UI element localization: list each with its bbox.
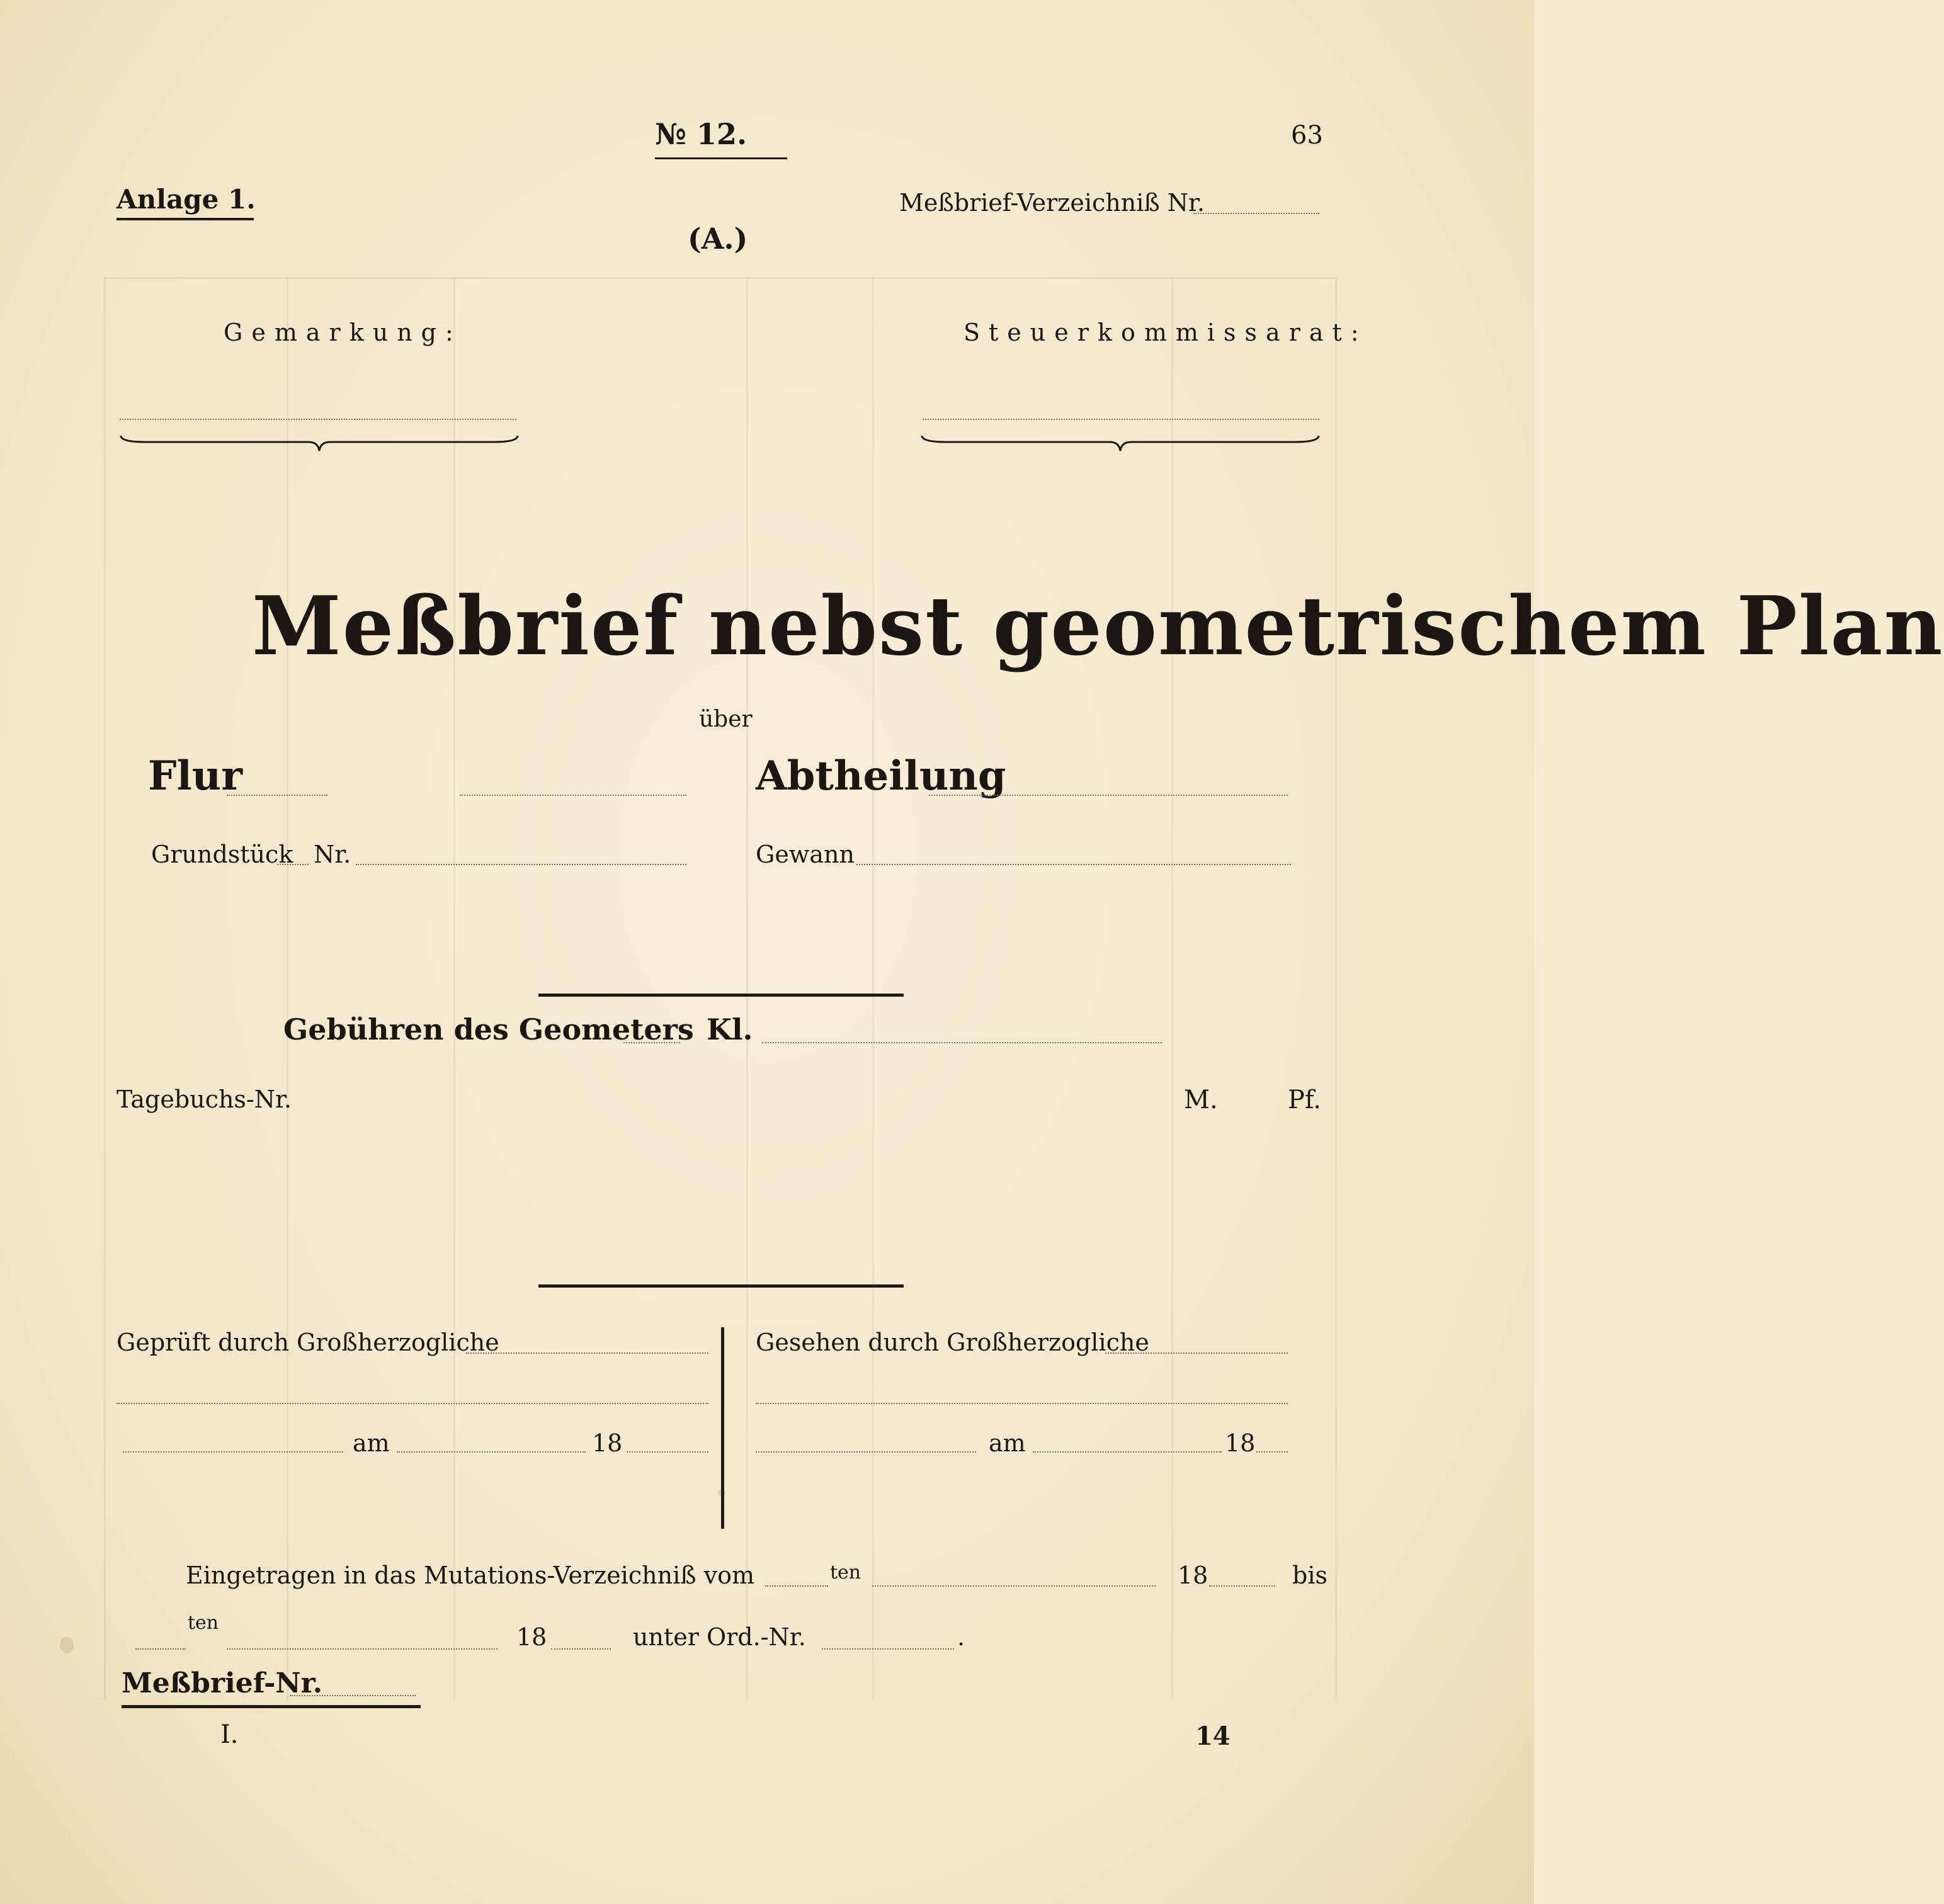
geprueft-label: Geprüft durch Großherzogliche [117,1329,499,1356]
fees-label: Gebühren des Geometers [283,1012,694,1046]
bis-year-field[interactable] [551,1648,611,1650]
geprueft-year-field[interactable] [627,1451,708,1453]
steuerkommissarat-label: Steuerkommissarat: [963,319,1368,346]
bis-label: bis [1292,1561,1327,1589]
abtheilung-field[interactable] [929,795,1288,796]
gewann-field[interactable] [856,864,1291,865]
ghost-column-line [1335,277,1337,1700]
ord-nr-field[interactable] [822,1648,954,1650]
entry-period: . [957,1623,965,1651]
geprueft-field[interactable] [466,1352,708,1354]
eingetragen-day-field[interactable] [765,1585,828,1587]
kl-field[interactable] [762,1042,1162,1043]
geprueft-year: 18 [592,1429,623,1457]
gesehen-year: 18 [1225,1429,1256,1457]
stain [60,1637,74,1653]
gesehen-label: Gesehen durch Großherzogliche [756,1329,1149,1356]
gesehen-am-label: am [989,1429,1026,1457]
geprueft-place-field[interactable] [123,1451,343,1453]
ueber-label: über [699,706,753,732]
document-title: Meßbrief nebst geometrischem Plan [252,579,1944,674]
center-divider [721,1327,724,1529]
grundstueck-label: Grundstück [151,841,293,868]
flur-field-continued[interactable] [460,795,686,796]
ghost-column-line [872,277,874,1700]
grundstueck-field[interactable] [277,864,309,865]
roman-numeral: I. [220,1720,239,1749]
geprueft-am-label: am [353,1429,390,1457]
unter-label: unter Ord.-Nr. [633,1623,806,1651]
fees-field[interactable] [623,1042,680,1043]
geprueft-field-line2[interactable] [117,1403,708,1404]
section-separator-2 [538,1284,904,1288]
geprueft-date-field[interactable] [397,1451,586,1453]
page-number: 63 [1291,121,1323,150]
gesehen-field-line2[interactable] [756,1403,1288,1404]
appendix-label: Anlage 1. [117,184,256,215]
ghost-column-line [287,277,288,1700]
ghost-column-line [453,277,455,1700]
register-number-field[interactable] [1193,213,1319,214]
section-separator [538,994,904,997]
eingetragen-year-field[interactable] [1209,1585,1275,1587]
gewann-label: Gewann [756,841,855,868]
messbrief-nr-field[interactable] [290,1695,416,1696]
eingetragen-label: Eingetragen in das Mutations-Verzeichniß vom [186,1561,755,1589]
gesehen-date-field[interactable] [1033,1451,1222,1453]
number-underline [655,157,787,159]
abtheilung-label: Abtheilung [756,752,1006,800]
ten-suffix: ten [830,1561,861,1584]
gemarkung-brace [120,434,519,453]
form-letter: (A.) [688,222,748,256]
ghost-column-line [104,277,106,1700]
ghost-column-line [1171,277,1173,1700]
appendix-underline [117,218,254,220]
gemarkung-label: Gemarkung: [224,319,462,346]
ten-suffix-2: ten [188,1612,219,1634]
eingetragen-month-field[interactable] [872,1585,1156,1587]
kl-label: Kl. [707,1012,753,1046]
gesehen-year-field[interactable] [1256,1451,1288,1453]
gemarkung-field[interactable] [120,419,516,420]
flur-label: Flur [148,752,242,800]
tagebuch-label: Tagebuchs-Nr. [117,1085,292,1113]
ghost-column-line [746,277,748,1700]
bis-year: 18 [516,1623,547,1651]
grundstueck-nr-label: Nr. [314,841,351,868]
mark-column-label: M. [1184,1085,1218,1114]
sheet-number: 14 [1195,1721,1231,1751]
messbrief-nr-label: Meßbrief-Nr. [122,1667,323,1699]
gesehen-field[interactable] [1105,1352,1288,1354]
grundstueck-nr-field[interactable] [356,864,686,865]
register-label: Meßbrief-Verzeichniß Nr. [899,189,1205,217]
pfennig-column-label: Pf. [1288,1085,1322,1114]
eingetragen-year: 18 [1178,1561,1208,1589]
bis-month-field[interactable] [227,1648,497,1650]
ghost-row-line [104,277,1335,279]
messbrief-nr-underline [122,1705,421,1708]
steuerkommissarat-field[interactable] [923,419,1319,420]
flur-field[interactable] [227,795,327,796]
steuerkommissarat-brace [921,434,1320,453]
form-number: № 12. [655,117,747,151]
gesehen-place-field[interactable] [756,1451,976,1453]
bis-day-field[interactable] [135,1648,186,1650]
